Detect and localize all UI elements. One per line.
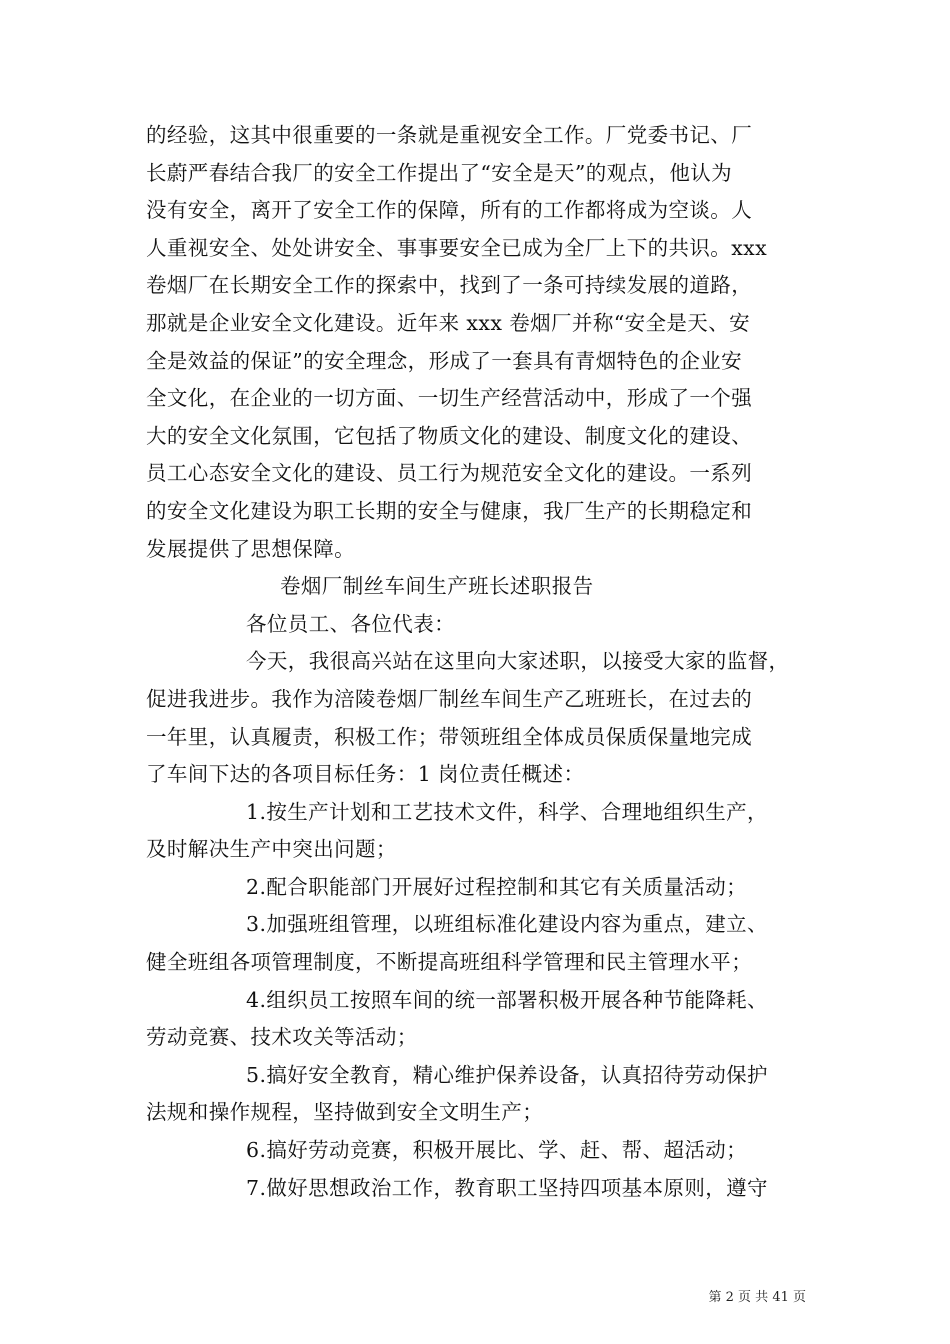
paragraph-line: 发展提供了思想保障。 (146, 536, 355, 561)
list-item-7: 7.做好思想政治工作，教育职工坚持四项基本原则，遵守 (246, 1175, 768, 1200)
paragraph-line: 全文化，在企业的一切方面、一切生产经营活动中，形成了一个强 (146, 386, 753, 411)
list-item-2: 2.配合职能部门开展好过程控制和其它有关质量活动； (246, 874, 748, 899)
report-title: 卷烟厂制丝车间生产班长述职报告 (280, 574, 594, 599)
paragraph-line: 员工心态安全文化的建设、员工行为规范安全文化的建设。一系列 (146, 461, 753, 486)
paragraph-line: 全是效益的保证”的安全理念，形成了一套具有青烟特色的企业安 (146, 348, 743, 373)
intro-line: 促进我进步。我作为涪陵卷烟厂制丝车间生产乙班班长，在过去的 (146, 686, 753, 711)
paragraph-line: 大的安全文化氛围，它包括了物质文化的建设、制度文化的建设、 (146, 423, 753, 448)
paragraph-line: 人重视安全、处处讲安全、事事要安全已成为全厂上下的共识。xxx (146, 235, 768, 260)
paragraph-line: 卷烟厂在长期安全工作的探索中，找到了一条可持续发展的道路， (146, 273, 753, 298)
body-text (146, 117, 826, 1207)
paragraph-line: 没有安全，离开了安全工作的保障，所有的工作都将成为空谈。人 (146, 198, 753, 223)
paragraph-line: 那就是企业安全文化建设。近年来 xxx 卷烟厂并称“安全是天、安 (146, 310, 750, 335)
list-item-4-continued: 劳动竞赛、技术攻关等活动； (146, 1025, 418, 1050)
list-item-6: 6.搞好劳动竞赛，积极开展比、学、赶、帮、超活动； (246, 1138, 748, 1163)
list-item-5: 5.搞好安全教育，精心维护保养设备，认真招待劳动保护 (246, 1062, 768, 1087)
paragraph-line: 的安全文化建设为职工长期的安全与健康，我厂生产的长期稳定和 (146, 498, 753, 523)
page-number-footer: 第 2 页 共 41 页 (708, 1290, 806, 1305)
list-item-1: 1.按生产计划和工艺技术文件，科学、合理地组织生产， (246, 799, 768, 824)
list-item-4: 4.组织员工按照车间的统一部署积极开展各种节能降耗、 (246, 987, 768, 1012)
intro-line: 今天，我很高兴站在这里向大家述职，以接受大家的监督， (246, 649, 790, 674)
list-item-5-continued: 法规和操作规程，坚持做到安全文明生产； (146, 1100, 544, 1125)
salutation: 各位员工、各位代表： (246, 611, 455, 636)
list-item-3-continued: 健全班组各项管理制度，不断提高班组科学管理和民主管理水平； (146, 950, 753, 975)
intro-line: 一年里，认真履责，积极工作；带领班组全体成员保质保量地完成 (146, 724, 753, 749)
paragraph-line: 长蔚严春结合我厂的安全工作提出了“安全是天”的观点，他认为 (146, 160, 733, 185)
paragraph-line: 的经验，这其中很重要的一条就是重视安全工作。厂党委书记、厂 (146, 123, 753, 147)
intro-line: 了车间下达的各项目标任务：1 岗位责任概述： (146, 762, 585, 787)
list-item-1-continued: 及时解决生产中突出问题； (146, 837, 397, 862)
list-item-3: 3.加强班组管理，以班组标准化建设内容为重点，建立、 (246, 912, 768, 937)
